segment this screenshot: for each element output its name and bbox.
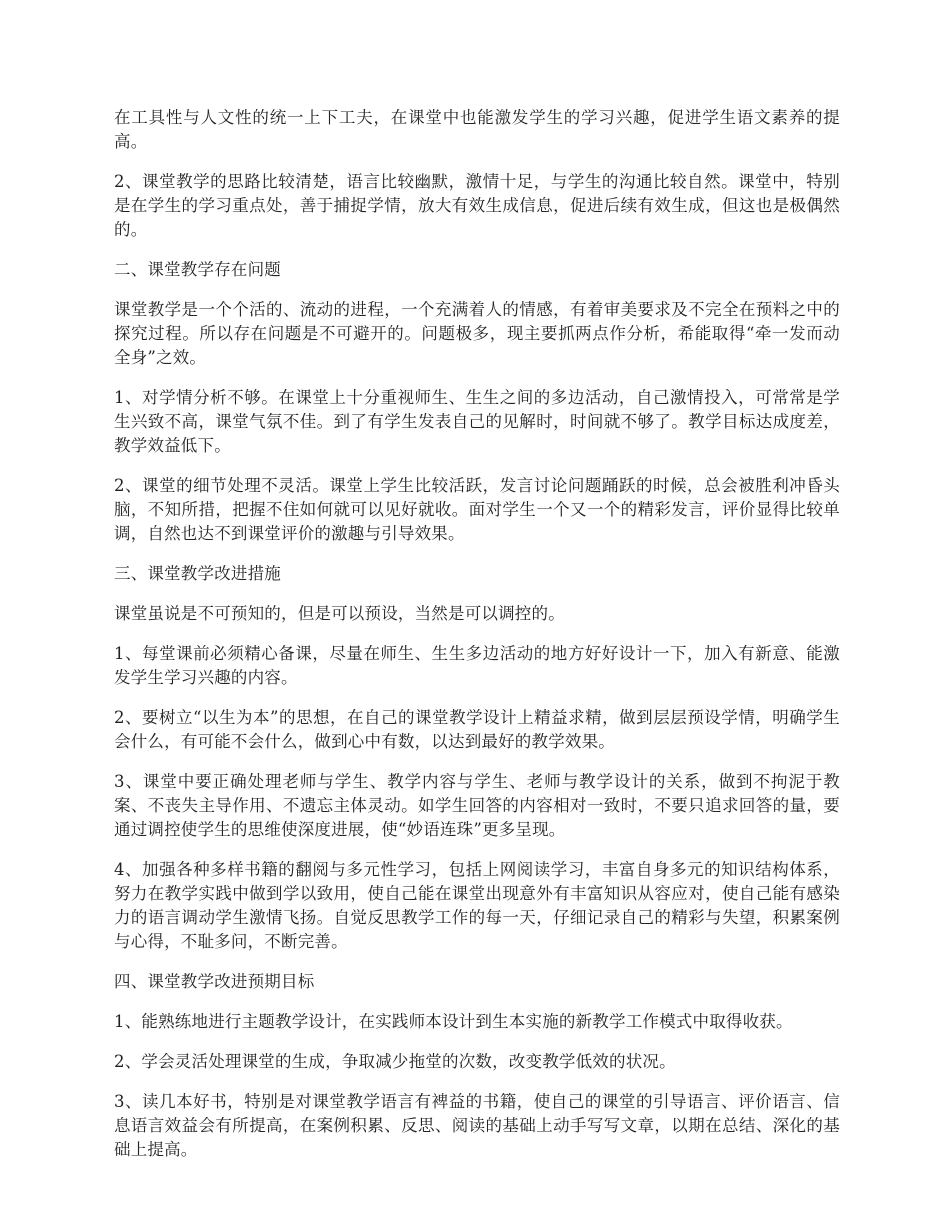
paragraph-measure-2: 2、要树立“以生为本”的思想，在自己的课堂教学设计上精益求精，做到层层预设学情，明确学生会什么，有可能不会什么，做到心中有数，以达到最好的教学效果。 [114, 708, 840, 751]
paragraph-strength-2: 2、课堂教学的思路比较清楚，语言比较幽默，激情十足，与学生的沟通比较自然。课堂中，特别是在学生的学习重点处，善于捕捉学情，放大有效生成信息，促进后续有效生成，但这也是极偶然的。 [114, 172, 840, 239]
paragraph-problems-intro: 课堂教学是一个个活的、流动的进程，一个充满着人的情感，有着审美要求及不完全在预料之中的探究过程。所以存在问题是不可避开的。问题极多，现主要抓两点作分析，希能取得“牵一发而动全身”之效。 [114, 300, 840, 367]
paragraph-goal-2: 2、学会灵活处理课堂的生成，争取减少拖堂的次数，改变教学低效的状况。 [114, 1052, 676, 1071]
paragraph-measure-3: 3、课堂中要正确处理老师与学生、教学内容与学生、老师与教学设计的关系，做到不拘泥于教案、不丧失主导作用、不遗忘主体灵动。如学生回答的内容相对一致时，不要只追求回答的量，要通过调控使学生的思维使深度进展，使“妙语连珠”更多呈现。 [114, 772, 840, 839]
paragraph-measure-1: 1、每堂课前必须精心备课，尽量在师生、生生多边活动的地方好好设计一下，加入有新意、能激发学生学习兴趣的内容。 [114, 644, 840, 687]
section-heading-problems: 二、课堂教学存在问题 [114, 260, 281, 279]
section-heading-goals: 四、课堂教学改进预期目标 [114, 972, 315, 991]
paragraph-intro-continuation: 在工具性与人文性的统一上下工夫，在课堂中也能激发学生的学习兴趣，促进学生语文素养的提高。 [114, 108, 840, 151]
paragraph-goal-1: 1、能熟练地进行主题教学设计，在实践师本设计到生本实施的新教学工作模式中取得收获。 [114, 1012, 793, 1031]
document-body [114, 106, 840, 1178]
paragraph-problem-2: 2、课堂的细节处理不灵活。课堂上学生比较活跃，发言讨论问题踊跃的时候，总会被胜利冲昏头脑，不知所措，把握不住如何就可以见好就收。面对学生一个又一个的精彩发言，评价显得比较单调，自然也达不到课堂评价的激趣与引导效果。 [114, 476, 840, 543]
paragraph-goal-3: 3、读几本好书，特别是对课堂教学语言有裨益的书籍，使自己的课堂的引导语言、评价语言、信息语言效益会有所提高，在案例积累、反思、阅读的基础上动手写写文章，以期在总结、深化的基础上提高。 [114, 1092, 840, 1159]
paragraph-problem-1: 1、对学情分析不够。在课堂上十分重视师生、生生之间的多边活动，自己激情投入，可常常是学生兴致不高，课堂气氛不佳。到了有学生发表自己的见解时，时间就不够了。教学目标达成度差，教学效益低下。 [114, 388, 840, 455]
section-heading-measures: 三、课堂教学改进措施 [114, 564, 281, 583]
paragraph-measures-intro: 课堂虽说是不可预知的，但是可以预设，当然是可以调控的。 [114, 604, 565, 623]
paragraph-measure-4: 4、加强各种多样书籍的翻阅与多元性学习，包括上网阅读学习，丰富自身多元的知识结构体系，努力在教学实践中做到学以致用，使自己能在课堂出现意外有丰富知识从容应对，使自己能有感染力的语言调动学生激情飞扬。自觉反思教学工作的每一天，仔细记录自己的精彩与失望，积累案例与心得，不耻多问，不断完善。 [114, 860, 840, 951]
